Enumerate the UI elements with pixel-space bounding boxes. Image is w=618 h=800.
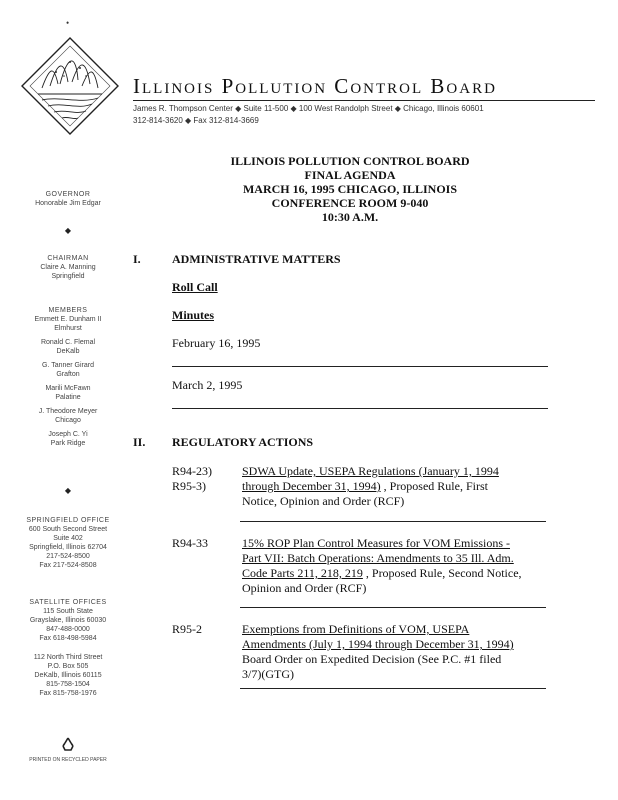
minutes-heading: Minutes: [172, 308, 214, 322]
recycle-icon: [60, 736, 76, 752]
satellite-line: DeKalb, Illinois 60115: [34, 672, 102, 679]
divider-line: [172, 408, 548, 409]
member-city: Palatine: [55, 394, 81, 401]
members-title: MEMBERS: [48, 307, 88, 314]
agenda-item-text: [242, 622, 547, 682]
board-name: Illinois Pollution Control Board: [133, 74, 497, 98]
sidebar-chairman: [18, 254, 118, 281]
header-line: FINAL AGENDA: [304, 168, 396, 182]
chairman-name: Claire A. Manning: [40, 264, 96, 271]
item-rest-inline: , Proposed Rule, Second Notice,: [362, 566, 522, 580]
satellite-line: Fax 618-498-5984: [39, 635, 97, 642]
docket-number: R94-23): [172, 464, 212, 478]
item-title-line: SDWA Update, USEPA Regulations (January 1, 1994: [242, 464, 499, 478]
member-city: Grafton: [56, 371, 80, 378]
governor-name: Honorable Jim Edgar: [35, 200, 101, 207]
member-name: Marili McFawn: [45, 385, 91, 392]
agenda-item-text: [242, 464, 547, 509]
satellite-line: P.O. Box 505: [47, 663, 89, 670]
member-city: Elmhurst: [54, 325, 82, 332]
springfield-line: Suite 402: [53, 535, 83, 542]
item-title-line: Exemptions from Definitions of VOM, USEPA: [242, 622, 470, 636]
docket-number: R94-33: [172, 536, 208, 550]
board-logo: [20, 36, 120, 136]
header-line: MARCH 16, 1995 CHICAGO, ILLINOIS: [242, 182, 458, 196]
header-line: ILLINOIS POLLUTION CONTROL BOARD: [230, 154, 470, 168]
header-line: 10:30 A.M.: [321, 210, 379, 224]
member-city: Chicago: [55, 417, 81, 424]
section-2-numeral: II.: [133, 435, 146, 449]
satellite-line: 112 North Third Street: [33, 654, 103, 661]
section-1-title: ADMINISTRATIVE MATTERS: [172, 252, 341, 266]
board-phone: 312-814-3620 ◆ Fax 312-814-3669: [133, 116, 259, 125]
member-city: DeKalb: [56, 348, 80, 355]
sidebar-satellite-offices: [18, 598, 118, 698]
springfield-line: 600 South Second Street: [28, 526, 108, 533]
item-rest-line: Notice, Opinion and Order (RCF): [242, 494, 405, 508]
governor-title: GOVERNOR: [45, 191, 91, 198]
satellite-line: 847-488-0000: [46, 626, 90, 633]
item-rest-line: Board Order on Expedited Decision (See P.C. #1 filed: [242, 652, 502, 666]
member-name: Ronald C. Flemal: [40, 339, 96, 346]
item-title-line: Part VII: Batch Operations: Amendments to 35 Ill. Adm.: [242, 551, 514, 565]
member-city: Park Ridge: [50, 440, 86, 447]
recycled-note: PRINTED ON RECYCLED PAPER: [29, 757, 107, 763]
docket-number: R95-3): [172, 479, 206, 493]
header-line: CONFERENCE ROOM 9-040: [271, 196, 429, 210]
springfield-line: Fax 217-524-8508: [39, 562, 97, 569]
item-title-line: through December 31, 1994): [242, 479, 381, 493]
sidebar-governor: [18, 190, 118, 208]
roll-call-heading: Roll Call: [172, 280, 218, 294]
diamond-divider-1: ◆: [64, 226, 72, 235]
item-title-line: Code Parts 211, 218, 219: [242, 566, 363, 580]
item-rest-line: Opinion and Order (RCF): [242, 581, 367, 595]
satellite-line: 115 South State: [43, 608, 93, 615]
member-name: J. Theodore Meyer: [38, 408, 98, 415]
sidebar-members: [18, 306, 118, 448]
docket-number: R95-2: [172, 622, 202, 636]
chairman-city: Springfield: [51, 273, 85, 280]
satellite-line: Grayslake, Illinois 60030: [29, 617, 107, 624]
minutes-date: February 16, 1995: [172, 336, 261, 350]
member-name: Emmett E. Dunham II: [34, 316, 102, 323]
springfield-title: SPRINGFIELD OFFICE: [26, 517, 110, 524]
minutes-date: March 2, 1995: [172, 378, 243, 392]
section-2-title: REGULATORY ACTIONS: [172, 435, 314, 449]
sidebar-springfield-office: [18, 516, 118, 570]
board-address: James R. Thompson Center ◆ Suite 11-500 ◆ 100 West Randolph Street ◆ Chicago, Illinois 60601: [133, 104, 484, 113]
agenda-item-text: [242, 536, 547, 596]
springfield-line: 217-524-8500: [46, 553, 90, 560]
diamond-divider-2: ◆: [64, 486, 72, 495]
item-rest-line: 3/7)(GTG): [242, 667, 294, 681]
member-name: G. Tanner Girard: [41, 362, 94, 369]
divider-line: [172, 366, 548, 367]
satellite-title: SATELLITE OFFICES: [29, 599, 107, 606]
item-title-line: Amendments (July 1, 1994 through December 31, 1994): [242, 637, 514, 651]
springfield-line: Springfield, Illinois 62704: [29, 544, 107, 551]
divider-line: [240, 607, 546, 608]
satellite-line: 815-758-1504: [46, 681, 90, 688]
divider-line: [240, 521, 546, 522]
chairman-title: CHAIRMAN: [47, 255, 89, 262]
agenda-header: [160, 154, 540, 224]
satellite-line: Fax 815-758-1976: [39, 690, 97, 697]
divider-line: [240, 688, 546, 689]
item-rest-inline: , Proposed Rule, First: [380, 479, 488, 493]
corner-dot: •: [66, 18, 70, 28]
item-title-line: 15% ROP Plan Control Measures for VOM Emissions -: [242, 536, 510, 550]
member-name: Joseph C. Yi: [48, 431, 88, 438]
section-1-numeral: I.: [133, 252, 141, 266]
letterhead-rule: [133, 100, 595, 101]
